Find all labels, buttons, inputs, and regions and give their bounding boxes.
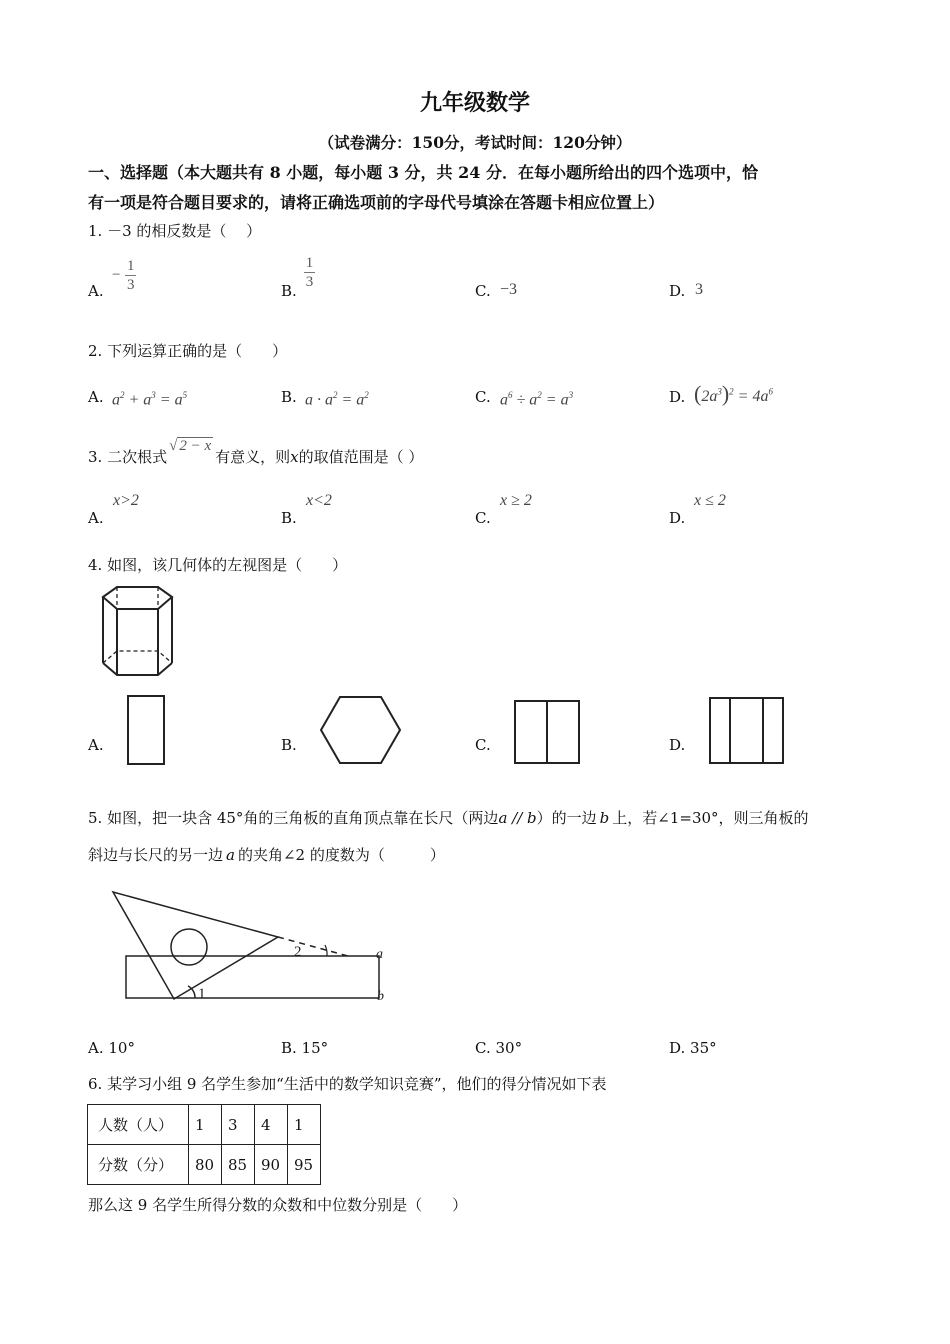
section-heading-line2: 有一项是符合题目要求的，请将正确选项前的字母代号填涂在答题卡相应位置上） [88, 193, 665, 212]
table-row [88, 1145, 321, 1185]
q3-radicand: 2 − x [179, 438, 212, 454]
q1-a-denominator: 3 [127, 277, 135, 293]
q1-a-sign: − [112, 267, 121, 283]
q5-option-b: B. 15° [281, 1039, 329, 1057]
q5-line2-post: 的夹角∠2 的度数为（ ） [237, 846, 445, 864]
q1-option-a-value [112, 258, 136, 293]
q1-option-d-value: 3 [695, 281, 703, 298]
q4-option-c-two-panel-rectangle [514, 700, 582, 766]
q2-option-c-expr: $a^6 \div a^2 = a^3$ [500, 390, 574, 409]
q3-option-a-label: A. [88, 509, 104, 527]
triangle-ruler-figure [110, 890, 400, 1015]
table-cell: 90 [255, 1145, 288, 1185]
q2-option-b-expr: $a \cdot a^2 = a^2$ [305, 390, 369, 409]
q1-a-numerator: 1 [127, 258, 135, 274]
q5-line1-pre: 5. 如图，把一块含 45°角的三角板的直角顶点靠在长尺（两边 [88, 809, 499, 827]
q5-line1-mid: ）的一边 [536, 809, 597, 827]
q3-option-c-label: C. [475, 509, 491, 527]
score-table [87, 1104, 321, 1185]
q4-option-b-hexagon [319, 695, 403, 767]
table-cell: 3 [222, 1105, 255, 1145]
q1-option-b-label: B. [281, 282, 297, 300]
q4-option-b-label: B. [281, 736, 297, 754]
question-1-stem: 1. －3 的相反数是（ ） [88, 222, 262, 240]
q2-option-a-expr: $a^2 + a^3 = a^5$ [112, 390, 188, 409]
row-header-count: 人数（人） [88, 1105, 189, 1145]
q2-option-c-label: C. [475, 388, 491, 406]
table-cell: 1 [288, 1105, 321, 1145]
table-cell: 4 [255, 1105, 288, 1145]
q5-line1-post: 上，若∠1=30°，则三角板的 [612, 809, 809, 827]
exam-info: （试卷满分：150分，考试时间：120分钟） [318, 133, 632, 152]
q1-b-numerator: 1 [305, 255, 314, 271]
angle-2-label: 2 [294, 944, 302, 960]
q1-b-denominator: 3 [305, 274, 314, 290]
question-6-followup: 那么这 9 名学生所得分数的众数和中位数分别是（ ） [88, 1196, 468, 1214]
q1-option-d-label: D. [669, 282, 686, 300]
q5-option-c: C. 30° [475, 1039, 523, 1057]
row-header-score: 分数（分） [88, 1145, 189, 1185]
angle-1-label: 1 [198, 986, 206, 1002]
q2-option-d-expr: $(2a^3)^2 = 4a^6$ [694, 381, 773, 406]
q1-option-c-value: −3 [500, 281, 518, 298]
table-row [88, 1105, 321, 1145]
q4-option-a-rectangle [127, 695, 167, 767]
q1-a-fraction [125, 258, 136, 293]
q3-stem-pre: 3. 二次根式 [88, 448, 168, 466]
q3-option-d-expr: x ≤ 2 [694, 492, 726, 509]
q2-option-d-label: D. [669, 388, 686, 406]
q3-variable: x [290, 448, 299, 466]
q1-option-a-label: A. [88, 282, 104, 300]
q4-option-d-label: D. [669, 736, 686, 754]
q5-parallel-expr: a // b [498, 809, 537, 827]
q3-radical: √ 2 − x [169, 438, 212, 454]
q3-option-b-label: B. [281, 509, 297, 527]
question-2-stem: 2. 下列运算正确的是（ ） [88, 342, 288, 360]
q3-option-b-expr: x<2 [306, 492, 332, 509]
q5-line2-pre: 斜边与长尺的另一边 [88, 846, 224, 864]
question-4-stem: 4. 如图，该几何体的左视图是（ ） [88, 556, 348, 574]
q1-a-fraction-bar [125, 275, 136, 276]
question-5-line1 [88, 807, 809, 828]
line-a-label: a [376, 947, 383, 962]
q2-option-b-label: B. [281, 388, 297, 406]
table-cell: 1 [189, 1105, 222, 1145]
table-cell: 95 [288, 1145, 321, 1185]
line-b-label: b [377, 989, 384, 1004]
q3-stem-post: 的取值范围是（ ） [298, 448, 424, 466]
q5-option-d: D. 35° [669, 1039, 717, 1057]
q5-line-b-ref: b [599, 809, 610, 827]
q1-b-fraction-bar [304, 272, 315, 273]
question-6-stem: 6. 某学习小组 9 名学生参加“生活中的数学知识竞赛”，他们的得分情况如下表 [88, 1075, 607, 1093]
table-cell: 85 [222, 1145, 255, 1185]
q5-option-a: A. 10° [88, 1039, 135, 1057]
question-5-line2 [88, 844, 445, 865]
q1-b-fraction [304, 255, 315, 290]
q3-stem-mid: 有意义，则 [215, 448, 291, 466]
page-title: 九年级数学 [419, 90, 530, 116]
hexagonal-prism-figure [100, 585, 175, 680]
table-cell: 80 [189, 1145, 222, 1185]
q1-option-c-label: C. [475, 282, 491, 300]
section-heading-line1: 一、选择题（本大题共有 8 小题，每小题 3 分，共 24 分．在每小题所给出的四个选项中，恰 [88, 163, 758, 182]
q3-option-a-expr: x>2 [113, 492, 139, 509]
q4-option-c-label: C. [475, 736, 491, 754]
q4-option-d-three-panel-rectangle [709, 697, 787, 766]
q3-option-d-label: D. [669, 509, 686, 527]
q2-option-a-label: A. [88, 388, 104, 406]
q4-option-a-label: A. [88, 736, 104, 754]
q5-line-a-ref: a [226, 846, 235, 864]
q3-option-c-expr: x ≥ 2 [500, 492, 532, 509]
question-3-stem [88, 438, 424, 467]
q1-option-b-value [304, 255, 315, 290]
